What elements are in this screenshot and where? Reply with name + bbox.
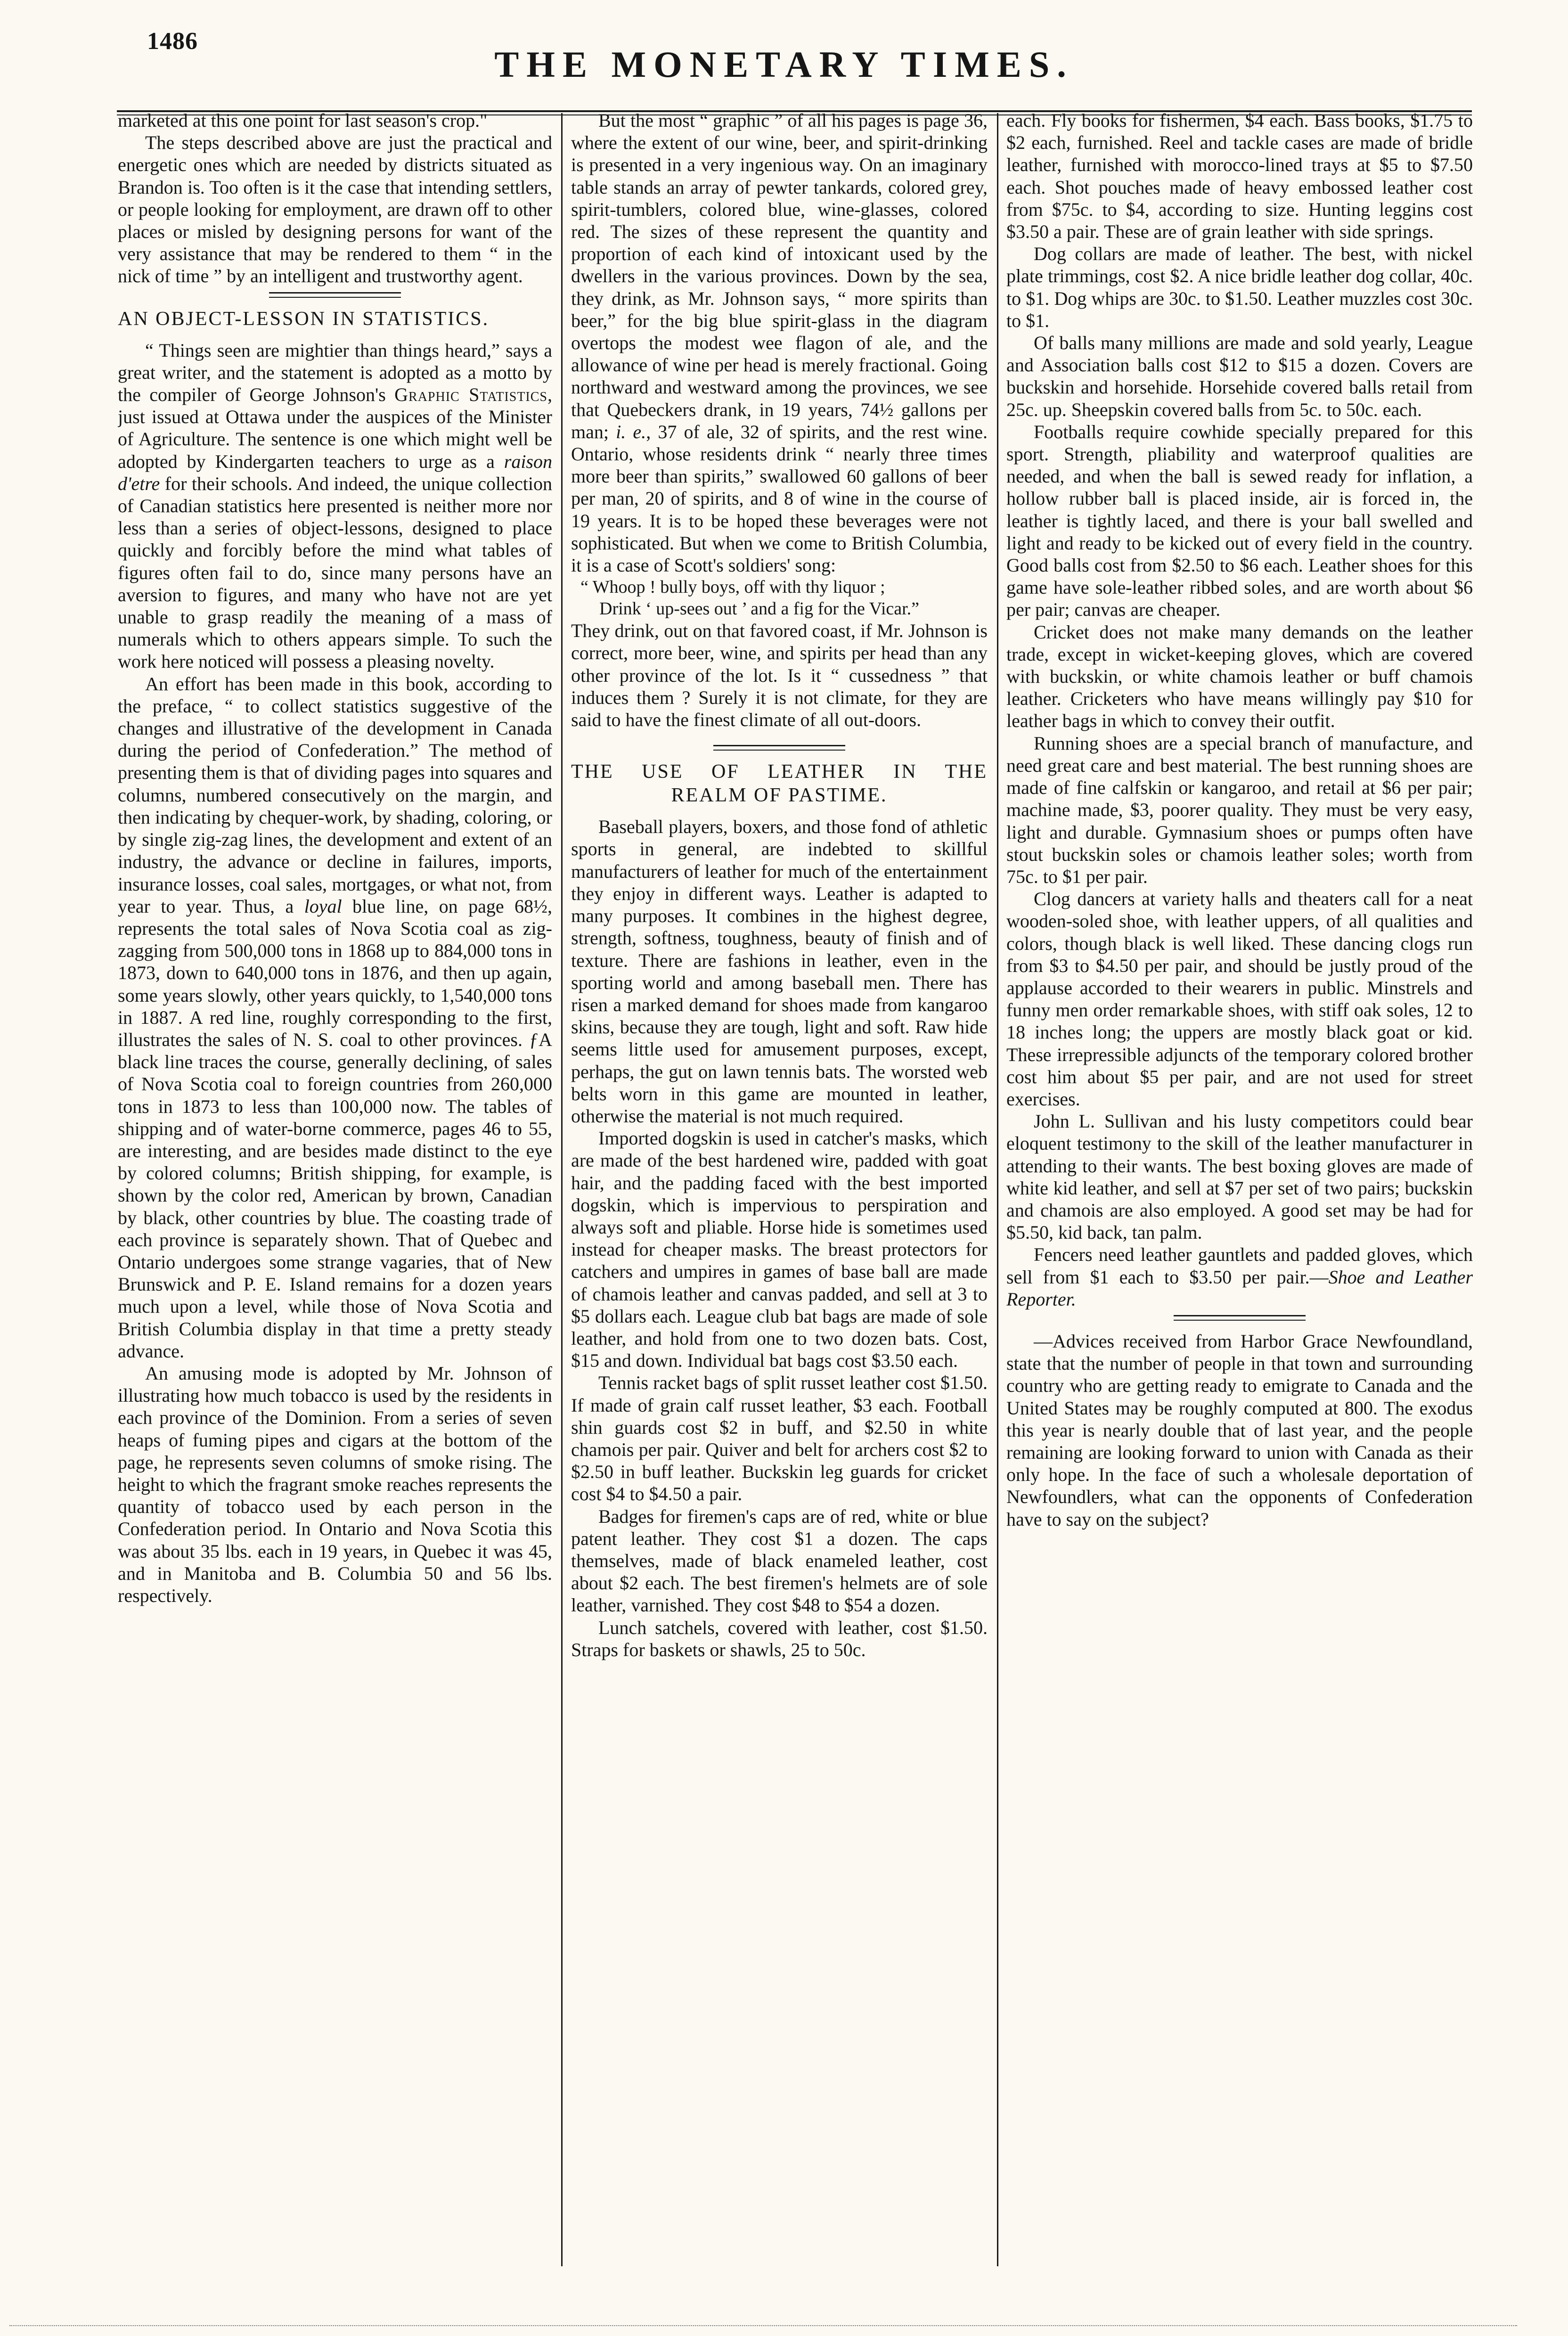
article-heading-leather: [571, 760, 988, 807]
column-2: [571, 109, 988, 2286]
text-run: “ Things seen are mightier than things heard,” says a great writer, and the statement is adopted as a motto by the compiler of George Johnson's: [118, 339, 552, 406]
italic-phrase: loyal: [304, 895, 342, 917]
paragraph: Imported dogskin is used in catcher's masks, which are made of the best hardened wire, padded with goat hair, and the padding faced with the best imported dogskin, which is impervious to perspiration and always soft and pliable. Horse hide is sometimes used instead for cheaper masks. The breast protectors for catchers and umpires in games of base ball are made of chamois leather and canvas padded, and sell at 3 to $5 dollars each. League club bat bags are made of sole leather, and hold from one to two dozen bats. Cost, $15 and down. Individual bat bags cost $3.50 each.: [571, 1127, 988, 1372]
text-run: blue line, on page 68½, represents the total sales of Nova Scotia coal as zig-zagging from 500,000 tons in 1868 up to 884,000 tons in 1873, down to 640,000 tons in 1876, and then up again, some years slowly, other years quickly, to 1,540,000 tons in 1887. A red line, roughly corresponding to the first, illustrates the sales of N. S. coal to other provinces. ƒA black line traces the course, generally declining, of sales of Nova Scotia coal to foreign countries from 260,000 tons in 1873 to less than 100,000 now. The tables of shipping and of water-borne commerce, pages 46 to 55, are interesting, and are besides made distinct to the eye by colored columns; British shipping, for example, is shown by the color red, American by brown, Canadian by black, other countries by blue. The coasting trade of each province is separately shown. That of Quebec and Ontario undergoes some strange vagaries, that of New Brunswick and P. E. Island remains for a dozen years much upon a level, while those of Nova Scotia and British Columbia display in that time a pretty steady advance.: [118, 895, 552, 1362]
article-heading-statistics: AN OBJECT-LESSON IN STATISTICS.: [118, 308, 490, 330]
page-number: 1486: [147, 28, 198, 55]
verse-quote: [580, 576, 988, 620]
paragraph: John L. Sullivan and his lusty competitors could bear eloquent testimony to the skill of the leather manufacturer in attending to their wants. The best boxing gloves are made of white kid leather, and sell at $7 per set of two pairs; buckskin and chamois are also employed. A good set may be had for $5.50, kid back, tan palm.: [1006, 1111, 1473, 1243]
text-run: , 37 of ale, 32 of spirits, and the rest wine. Ontario, whose residents drink “ nearly three times more beer than spirits,” swallowed 60 gallons of beer per man, 20 of spirits, and 8 of wine in the course of 19 years. It is to be hoped these beverages were not sophisticated. But when we come to British Columbia, it is a case of Scott's soldiers' song:: [571, 421, 988, 576]
book-title: Graphic Statistics: [394, 384, 547, 406]
heading-line: REALM OF PASTIME.: [671, 784, 888, 807]
paragraph: [118, 673, 552, 1362]
paragraph: Cricket does not make many demands on the leather trade, except in wicket-keeping gloves, which are covered with buckskin, or white chamois leather or buff chamois leather. Cricketers who have means willingly pay $10 for leather bags in which to convey their outfit.: [1006, 621, 1473, 732]
paragraph: [571, 109, 988, 576]
text-run: Fencers need leather gauntlets and padded gloves, which sell from $1 each to $3.50 per pair.—: [1006, 1244, 1473, 1288]
paragraph: Baseball players, boxers, and those fond of athletic sports in general, are indebted to skillful manufacturers of leather for much of the entertainment they enjoy in different ways. Leather is adapted to many purposes. It combines in the highest degree, strength, softness, toughness, beauty of finish and of texture. There are fashions in leather, even in the sporting world and among baseball men. There has risen a marked demand for shoes made from kangaroo skins, because they are tough, light and soft. Raw hide seems little used for amusement purposes, except, perhaps, the gut on lawn tennis bats. The worsted web belts worn in this game are mounted in leather, otherwise the material is not much required.: [571, 816, 988, 1127]
verse-line: “ Whoop ! bully boys, off with thy liquor ;: [580, 577, 885, 597]
italic-phrase: raison d'etre: [118, 450, 552, 494]
masthead-title: THE MONETARY TIMES.: [494, 44, 1074, 85]
paragraph: Tennis racket bags of split russet leather cost $1.50. If made of grain calf russet leather, $3 each. Football shin guards cost $2 in buff, and $2.50 in white chamois per pair. Quiver and belt for archers cost $2 to $2.50 in buff leather. Buckskin leg guards for cricket cost $4 to $4.50 a pair.: [571, 1372, 988, 1505]
paragraph: Dog collars are made of leather. The best, with nickel plate trimmings, cost $2. A nice bridle leather dog collar, 40c. to $1. Dog whips are 30c. to $1.50. Leather muzzles cost 30c. to $1.: [1006, 243, 1473, 331]
paragraph: Clog dancers at variety halls and theaters call for a neat wooden-soled shoe, with leather uppers, of all qualities and colors, though black is well liked. These dancing clogs run from $3 to $4.50 per pair, and should be justly proud of the applause accorded to their wearers in public. Minstrels and funny men order remarkable shoes, with stiff oak soles, 12 to 18 inches long; the uppers are mostly black goat or kid. These irrepressible adjuncts of the temporary colored brother cost him about $5 per pair, and are not used for street exercises.: [1006, 888, 1473, 1110]
column-rule-2: [997, 113, 998, 2266]
italic-phrase: i. e.: [616, 421, 646, 442]
section-separator: [1174, 1315, 1306, 1321]
paragraph: Running shoes are a special branch of manufacture, and need great care and best material. The best running shoes are made of fine calfskin or kangaroo, and retail at $6 per pair; machine made, $3, poorer quality. They must be very easy, light and durable. Gymnasium shoes or pumps often have stout buckskin soles or chamois leather soles; worth from 75c. to $1 per pair.: [1006, 732, 1473, 887]
paragraph: —Advices received from Harbor Grace Newfoundland, state that the number of people in that town and surrounding country who are getting ready to emigrate to Canada and the United States may be roughly computed at 800. The exodus this year is nearly double that of last year, and the people remaining are looking forward to union with Canada as their only hope. In the face of such a wholesale deportation of Newfoundlers, what can the opponents of Confederation have to say on the subject?: [1006, 1330, 1473, 1530]
paragraph: An amusing mode is adopted by Mr. Johnson of illustrating how much tobacco is used by the residents in each province of the Dominion. From a series of seven heaps of fuming pipes and cigars at the bottom of the page, he represents seven columns of smoke rising. The height to which the fragrant smoke reaches represents the quantity of tobacco used by each person in the Confederation period. In Ontario and Nova Scotia this was about 35 lbs. each in 19 years, in Quebec it was 45, and in Manitoba and B. Columbia 50 and 56 lbs. respectively.: [118, 1362, 552, 1606]
page-bottom-edge: [9, 2325, 1517, 2326]
paragraph: [1006, 1243, 1473, 1310]
paragraph: marketed at this one point for last season's crop.": [118, 110, 488, 131]
paragraph: They drink, out on that favored coast, if Mr. Johnson is correct, more beer, wine, and spirits per head than any other province of the lot. Is it “ cussedness ” that induces them ? Surely it is not climate, for they are said to have the finest climate of all out-doors.: [571, 620, 988, 731]
column-1: [118, 109, 552, 2286]
section-separator: [269, 292, 401, 298]
paragraph: Lunch satchels, covered with leather, cost $1.50. Straps for baskets or shawls, 25 to 50c.: [571, 1617, 988, 1660]
text-run: An effort has been made in this book, according to the preface, “ to collect statistics suggestive of the changes and illustrative of the development in Canada during the period of Confederation.” The method of presenting them is that of dividing pages into squares and columns, numbered consecutively on the margin, and then indicating by chequer-work, by shading, coloring, or by single zig-zag lines, the development and extent of an industry, the advance or decline in failures, imports, insurance losses, coal sales, mortgages, or what not, from year to year. Thus, a: [118, 673, 552, 917]
paragraph: Footballs require cowhide specially prepared for this sport. Strength, pliability and waterproof qualities are needed, and when the ball is sewed ready for inflation, a hollow rubber ball is placed inside, air is forced in, the leather is tightly laced, and there is your ball swelled and light and ready to be kicked out of every field in the country. Good balls cost from $2.50 to $6 each. Leather shoes for this game have sole-leather ribbed soles, and are worth about $6 per pair; canvas are cheaper.: [1006, 421, 1473, 621]
column-3: [1006, 109, 1473, 2286]
paragraph: Of balls many millions are made and sold yearly, League and Association balls cost $12 to $15 a dozen. Covers are buckskin and horsehide. Horsehide covered balls retail from 25c. up. Sheepskin covered balls from 5c. to 50c. each.: [1006, 332, 1473, 420]
column-rule-1: [561, 113, 563, 2266]
text-run: But the most “ graphic ” of all his pages is page 36, where the extent of our wine, beer, and spirit-drinking is presented in a very ingenious way. On an imaginary table stands an array of pewter tankards, colored grey, spirit-tumblers, colored blue, wine-glasses, colored red. The sizes of these represent the quantity and proportion of each kind of intoxicant used by the dwellers in the various provinces. Down by the sea, they drink, as Mr. Johnson says, “ more spirits than beer,” for the big blue spirit-glass in the diagram overtops the modest wee flagon of ale, and the allowance of wine per head is merely fractional. Going northward and westward among the provinces, we see that Quebeckers drank, in 19 years, 74½ gallons per man;: [571, 110, 988, 442]
paragraph: Badges for firemen's caps are of red, white or blue patent leather. They cost $1 a dozen. The caps themselves, made of black enameled leather, cost about $2 each. The best firemen's helmets are of sole leather, varnished. They cost $48 to $54 a dozen.: [571, 1505, 988, 1616]
text-run: for their schools. And indeed, the unique collection of Canadian statistics here presented is neither more nor less than a series of object-lessons, designed to place quickly and forcibly before the mind what tables of figures often fail to do, since many persons have an aversion to figures, and many who have not are yet unable to grasp readily the meaning of a mass of numerals which to others appears simple. To such the work here noticed will possess a pleasing novelty.: [118, 473, 552, 672]
source-credit: Shoe and Leather Reporter.: [1006, 1266, 1473, 1310]
verse-line: Drink ‘ up-sees out ’ and a fig for the Vicar.”: [599, 599, 920, 619]
text-run: , just issued at Ottawa under the auspices of the Minister of Agriculture. The sentence is one which might well be adopted by Kindergarten teachers to urge as a: [118, 384, 552, 472]
paragraph: [118, 339, 552, 673]
paragraph: The steps described above are just the practical and energetic ones which are needed by districts situated as Brandon is. Too often is it the case that intending settlers, or people looking for employment, are drawn off to other places or misled by designing persons for want of the very assistance that may be rendered to them “ in the nick of time ” by an intelligent and trustworthy agent.: [118, 132, 552, 287]
section-separator: [713, 745, 845, 751]
paragraph: each. Fly books for fishermen, $4 each. Bass books, $1.75 to $2 each, furnished. Reel and tackle cases are made of bridle leather, furnished with morocco-lined trays at $5 to $7.50 each. Shot pouches made of heavy embossed leather cost from $75c. to $4, according to size. Hunting leggins cost $3.50 a pair. These are of grain leather with side springs.: [1006, 110, 1473, 243]
heading-line: THE USE OF LEATHER IN THE: [571, 761, 988, 783]
